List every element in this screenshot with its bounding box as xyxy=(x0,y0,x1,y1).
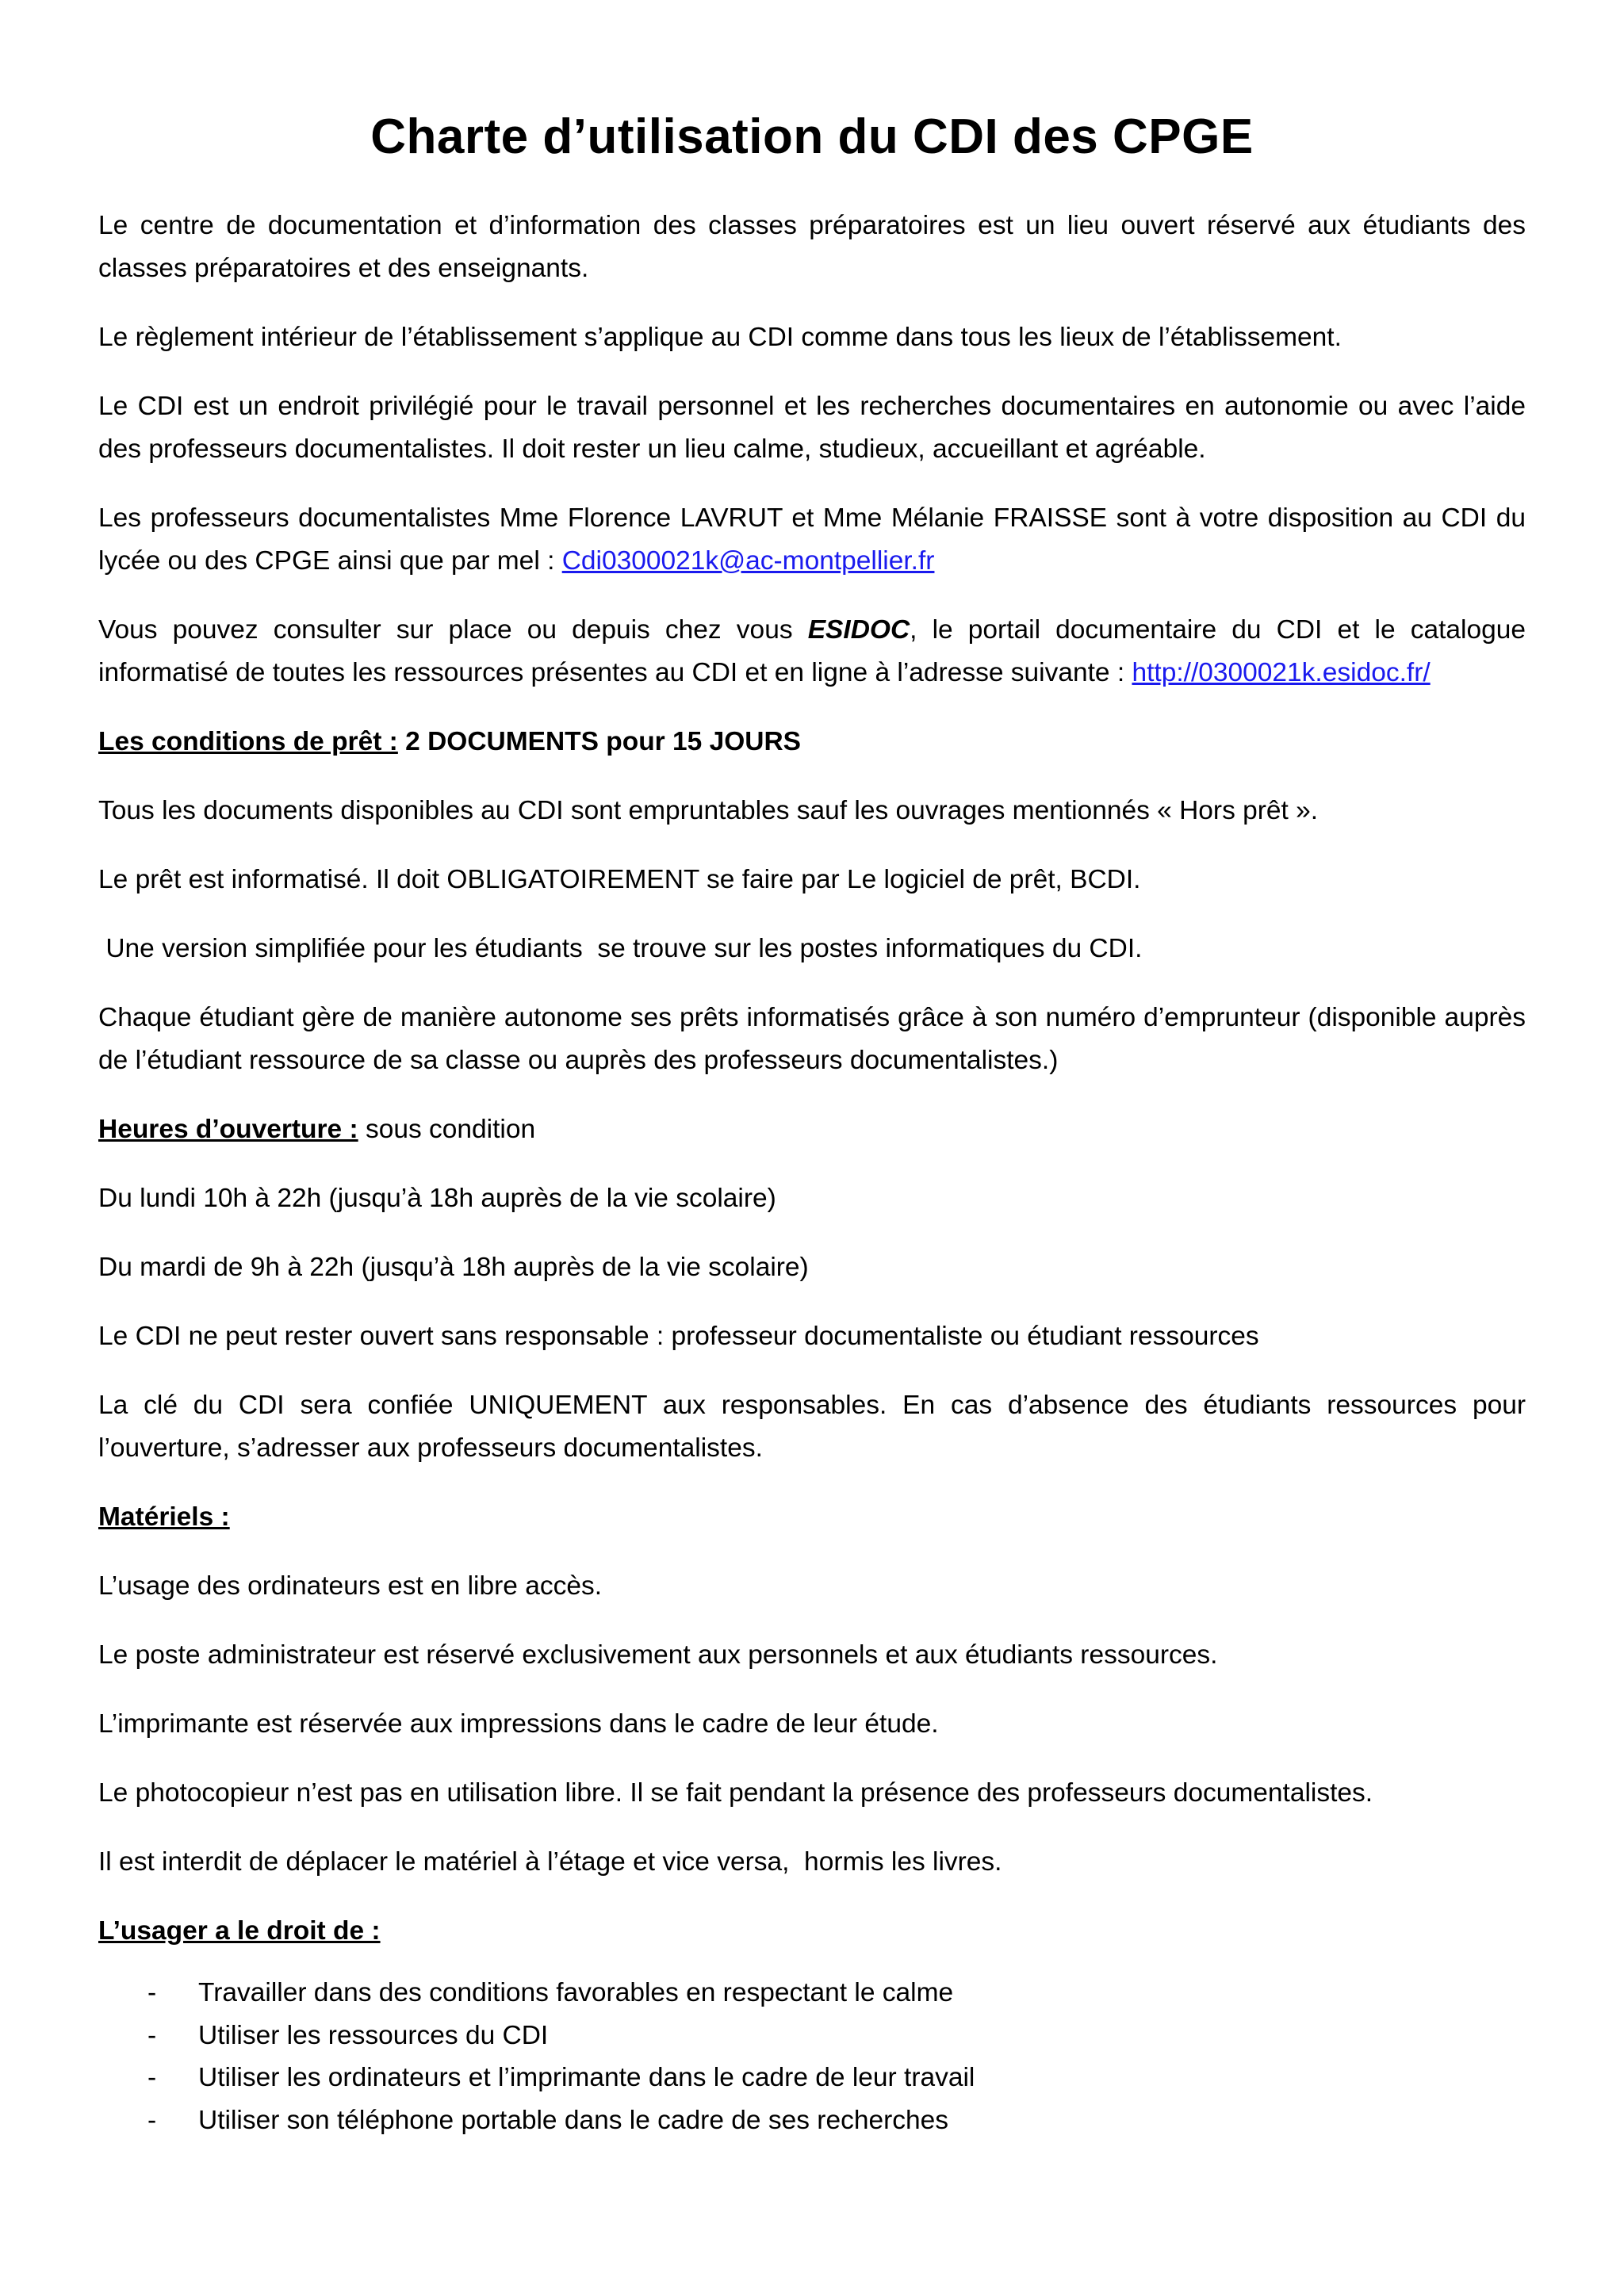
heures-paragraph-3: Le CDI ne peut rester ouvert sans responsable : professeur documentaliste ou étudiant ressources xyxy=(98,1322,1259,1351)
materiels-paragraph-3: L’imprimante est réservée aux impressions dans le cadre de leur étude. xyxy=(98,1709,939,1739)
intro-paragraph-3: Le CDI est un endroit privilégié pour le travail personnel et les recherches documentaires en autonomie ou avec l’aide des professeurs documentalistes. Il doit rester un lieu calme, studieux, accueillant et agréable. xyxy=(98,392,1526,464)
droits-heading-line xyxy=(98,1910,1526,1953)
droits-list xyxy=(98,1972,1526,2141)
materiels-paragraph-1: L’usage des ordinateurs est en libre accès. xyxy=(98,1571,603,1601)
list-item-text: Travailler dans des conditions favorables en respectant le calme xyxy=(198,1978,954,2007)
materiels-paragraph-5: Il est interdit de déplacer le matériel à l’étage et vice versa, hormis les livres. xyxy=(98,1847,1002,1877)
list-item xyxy=(147,2057,1526,2099)
esidoc-name: ESIDOC xyxy=(807,615,910,645)
materiels-paragraph-2: Le poste administrateur est réservé exclusivement aux personnels et aux étudiants ressources. xyxy=(98,1640,1218,1670)
materiels-paragraph-4: Le photocopieur n’est pas en utilisation libre. Il se fait pendant la présence des professeurs documentalistes. xyxy=(98,1778,1373,1808)
intro-paragraph-1: Le centre de documentation et d’information des classes préparatoires est un lieu ouvert réservé aux étudiants des classes préparatoires et des enseignants. xyxy=(98,211,1526,283)
droits-heading: L’usager a le droit de : xyxy=(98,1916,381,1946)
bullet-dash: - xyxy=(147,2063,157,2092)
list-item xyxy=(147,2099,1526,2142)
list-item xyxy=(147,1972,1526,2015)
pret-paragraph-4: Chaque étudiant gère de manière autonome ses prêts informatisés grâce à son numéro d’emprunteur (disponible auprès de l’étudiant ressource de sa classe ou auprès des professeurs documentalistes.) xyxy=(98,1003,1526,1075)
heures-heading: Heures d’ouverture : xyxy=(98,1115,358,1144)
heures-paragraph-1: Du lundi 10h à 22h (jusqu’à 18h auprès de la vie scolaire) xyxy=(98,1184,776,1213)
esidoc-text-before: Vous pouvez consulter sur place ou depuis chez vous xyxy=(98,615,808,645)
list-item-text: Utiliser les ressources du CDI xyxy=(198,2020,549,2050)
heures-paragraph-4: La clé du CDI sera confiée UNIQUEMENT aux responsables. En cas d’absence des étudiants ressources pour l’ouverture, s’adresser aux professeurs documentalistes. xyxy=(98,1391,1526,1463)
esidoc-url-link[interactable]: http://0300021k.esidoc.fr/ xyxy=(1132,658,1431,687)
bullet-dash: - xyxy=(147,2020,157,2050)
heures-heading-line xyxy=(98,1108,1526,1151)
pret-heading-detail: 2 DOCUMENTS pour 15 JOURS xyxy=(397,727,802,756)
materiels-heading-line xyxy=(98,1496,1526,1539)
list-item xyxy=(147,2015,1526,2057)
heures-paragraph-2: Du mardi de 9h à 22h (jusqu’à 18h auprès de la vie scolaire) xyxy=(98,1253,809,1282)
pret-heading-line xyxy=(98,721,1526,763)
page-title: Charte d’utilisation du CDI des CPGE xyxy=(370,109,1254,164)
esidoc-text-after: , le portail documentaire du CDI et le catalogue informatisé de toutes les ressources présentes au CDI et en ligne à l’adresse suivante : xyxy=(98,615,1526,687)
heures-heading-detail: sous condition xyxy=(358,1115,536,1144)
bullet-dash: - xyxy=(147,1978,157,2007)
pret-paragraph-2: Le prêt est informatisé. Il doit OBLIGATOIREMENT se faire par Le logiciel de prêt, BCDI. xyxy=(98,865,1141,894)
bullet-dash: - xyxy=(147,2105,157,2135)
list-item-text: Utiliser les ordinateurs et l’imprimante dans le cadre de leur travail xyxy=(198,2063,975,2092)
intro-paragraph-contact xyxy=(98,497,1526,583)
intro-paragraph-2: Le règlement intérieur de l’établissement s’applique au CDI comme dans tous les lieux de l’établissement. xyxy=(98,323,1342,352)
materiels-heading: Matériels : xyxy=(98,1502,230,1532)
pret-paragraph-1: Tous les documents disponibles au CDI sont empruntables sauf les ouvrages mentionnés « Hors prêt ». xyxy=(98,796,1319,825)
contact-email-link[interactable]: Cdi0300021k@ac-montpellier.fr xyxy=(561,546,935,576)
pret-heading: Les conditions de prêt : xyxy=(98,727,398,756)
list-item-text: Utiliser son téléphone portable dans le cadre de ses recherches xyxy=(198,2105,948,2135)
contact-text: Les professeurs documentalistes Mme Florence LAVRUT et Mme Mélanie FRAISSE sont à votre disposition au CDI du lycée ou des CPGE ainsi que par mel : xyxy=(98,503,1526,576)
pret-paragraph-3: Une version simplifiée pour les étudiants se trouve sur les postes informatiques du CDI. xyxy=(98,934,1143,963)
intro-paragraph-esidoc xyxy=(98,609,1526,695)
